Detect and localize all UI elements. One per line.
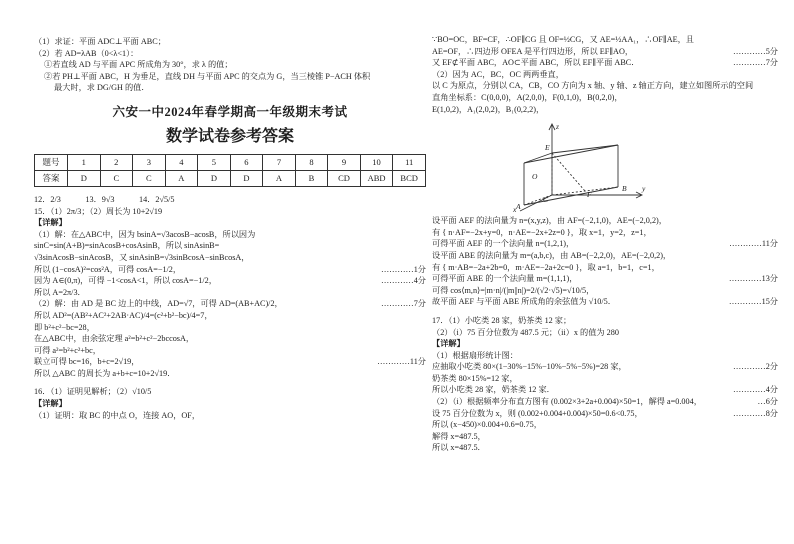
table-cell-text: 8: [309, 157, 314, 168]
text-line-text: 解得 x=487.5，: [432, 431, 486, 441]
text-line: [432, 92, 778, 104]
text-line: [432, 350, 778, 362]
table-cell: [35, 170, 68, 186]
score-marker: …………8分: [732, 408, 778, 418]
text-line: [432, 80, 778, 92]
text-line: [432, 227, 778, 239]
text-line: [34, 252, 426, 264]
table-cell: [393, 170, 426, 186]
exam-title: 六安一中2024年春学期高一年级期末考试: [112, 104, 348, 119]
text-line: [432, 46, 778, 58]
text-line-text: 故平面 AEF 与平面 ABE 所成角的余弦值为 √10/5．: [432, 297, 616, 307]
text-line: [432, 104, 778, 116]
text-line: [34, 275, 426, 287]
text-line: [432, 250, 778, 262]
figure-label-z: z: [556, 122, 559, 132]
text-line: [432, 361, 778, 373]
score-marker: …………7分: [732, 58, 778, 68]
table-cell: [230, 170, 263, 186]
text-line-text: 可得 cos⟨m,n⟩=|m·n|/(|m||n|)=2/(√2·√5)=√10/5，: [432, 285, 595, 295]
table-cell: [68, 154, 101, 170]
table-cell: [198, 154, 231, 170]
text-line: [432, 215, 778, 227]
table-cell-text: A: [275, 173, 283, 184]
text-line-text: 直角坐标系：C(0,0,0)，A(2,0,0)，F(0,1,0)，B(0,2,0)，: [432, 92, 623, 102]
table-cell: [263, 170, 296, 186]
table-cell-text: A: [178, 173, 185, 184]
text-line-text: （1）证明：取 BC 的中点 O，连接 AO，OF，: [34, 410, 201, 420]
text-line: [432, 327, 778, 339]
table-cell-text: D: [243, 173, 250, 184]
text-line-text: 因为 A∈(0,π)，可得 −1<cosA<1，所以 cosA=−1/2，: [34, 276, 217, 286]
table-cell-text: D: [80, 173, 87, 184]
table-cell-text: 答案: [42, 173, 60, 184]
text-line: [34, 240, 426, 252]
score-marker: …6分: [757, 397, 778, 407]
geometry-figure: [492, 117, 778, 213]
text-line: [432, 34, 778, 46]
score-marker: …………13分: [728, 274, 778, 284]
table-cell-text: 9: [341, 157, 347, 168]
answer-table-answers-row: [35, 170, 426, 186]
score-marker: …………11分: [729, 239, 778, 249]
table-cell-text: 5: [211, 157, 217, 168]
geometry-figure-svg: [492, 117, 652, 213]
text-line: [432, 338, 778, 350]
text-line-text: 又 EF⊄平面 ABC，AO⊂平面 ABC，所以 EF∥平面 ABC．: [432, 58, 640, 68]
table-cell-text: 2: [114, 157, 119, 168]
text-line: [432, 262, 778, 274]
edge-top-ab: [524, 145, 618, 163]
text-line-text: 可得 a²=b²+c²+bc，: [34, 345, 101, 355]
text-line: [34, 264, 426, 276]
text-line: [432, 408, 778, 420]
table-cell-text: 3: [146, 157, 151, 168]
table-cell: [328, 154, 361, 170]
text-line-text: 所以 AD²=(AB²+AC²+2AB·AC)/4=(c²+b²−bc)/4=7，: [34, 310, 213, 320]
text-line-text: 设平面 ABE 的法向量为 m=(a,b,c)，由 AB=(−2,2,0)，AE=(−2,0,2)，: [432, 250, 672, 260]
figure-label-o: O: [532, 172, 538, 182]
text-line-text: 可得平面 AEF 的一个法向量 n=(1,2,1)，: [432, 239, 575, 249]
text-line-text: 所以 △ABC 的周长为 a+b+c=10+2√19．: [34, 368, 176, 378]
text-line-text: 即 b²+c²−bc=28，: [34, 322, 95, 332]
table-cell-text: ABD: [367, 173, 386, 184]
text-line-text: 【详解】: [34, 218, 67, 228]
figure-label-e: E: [545, 143, 550, 153]
score-marker: …………11分: [377, 357, 426, 367]
score-marker: …………7分: [380, 299, 426, 309]
table-cell: [165, 154, 198, 170]
text-line-text: ∵BO=OC，BF=CF，∴OF∥CG 且 OF=½CG，又 AE=½AA₁，∴OF∥AE，且: [432, 35, 694, 44]
table-cell-text: 10: [372, 157, 381, 168]
figure-label-c: C: [543, 195, 549, 205]
score-marker: …………15分: [728, 297, 778, 307]
answer-table-header-row: [35, 154, 426, 170]
text-line: [34, 386, 426, 398]
text-line-text: （1）求证：平面 ADC⊥平面 ABC；: [34, 37, 166, 46]
text-line: [34, 82, 426, 94]
text-line: [432, 431, 778, 443]
text-line: [432, 273, 778, 285]
table-cell: [230, 154, 263, 170]
right-solution-lines-top: [432, 34, 778, 115]
table-cell-text: 4: [179, 157, 184, 168]
text-line-text: 应抽取小吃类 80×(1−30%−15%−10%−5%−5%)=28 家，: [432, 362, 627, 372]
text-line: [34, 356, 426, 368]
question-stem-lines: [34, 36, 426, 94]
text-line: [34, 398, 426, 410]
table-cell: [295, 154, 328, 170]
text-line: [34, 368, 426, 380]
text-line: [432, 373, 778, 385]
figure-label-a: A: [516, 202, 521, 212]
text-line-text: （2）（i）根据频率分布直方图有 (0.002×3+2a+0.004)×50=1，解得 a=0.004，: [432, 397, 702, 407]
text-line: [34, 333, 426, 345]
text-line: [34, 59, 426, 71]
table-cell: [360, 154, 393, 170]
table-cell: [100, 170, 133, 186]
text-line-text: 16．（1）证明见解析；（2）√10/5: [34, 387, 152, 397]
table-cell: [35, 154, 68, 170]
left-solution-lines: [34, 194, 426, 421]
score-marker: …………1分: [380, 264, 426, 274]
text-line: [432, 384, 778, 396]
text-line: [432, 296, 778, 308]
right-column: [432, 34, 778, 454]
score-marker: …………4分: [732, 385, 778, 395]
text-line-text: 17．（1）小吃类 28 家，奶茶类 12 家；: [432, 315, 572, 325]
table-cell: [68, 170, 101, 186]
text-line-text: 【详解】: [34, 399, 67, 409]
table-cell-text: BCD: [400, 173, 418, 184]
text-line: [34, 287, 426, 299]
edge-ef-hidden: [552, 153, 585, 191]
table-cell-text: 题号: [42, 157, 60, 168]
table-cell-text: D: [210, 173, 217, 184]
text-line: [34, 410, 426, 422]
text-line: [34, 322, 426, 334]
text-line-text: 可得平面 ABE 的一个法向量 m=(1,1,1)，: [432, 274, 578, 284]
table-cell: [165, 170, 198, 186]
text-line-text: ②若 PH⊥平面 ABC，H 为垂足，直线 DH 与平面 APC 的交点为 G，当三棱锥 P−ACH 体积: [44, 71, 371, 81]
text-line-text: ①若直线 AD 与平面 APC 所成角为 30°，求 λ 的值；: [44, 60, 233, 70]
edge-top-eb: [552, 145, 618, 153]
table-cell-text: B: [308, 173, 315, 184]
text-line-text: 最大时，求 DG/GH 的值．: [54, 83, 150, 93]
text-line: [432, 285, 778, 297]
text-line-text: 12．2/3 13．9√3 14．2√5/5: [34, 194, 175, 204]
table-cell-text: 7: [276, 157, 282, 168]
table-cell-text: 1: [81, 157, 86, 168]
text-line: [34, 217, 426, 229]
score-marker: …………4分: [380, 276, 426, 286]
text-line-text: （1）根据扇形统计图：: [432, 350, 518, 360]
score-marker: …………2分: [732, 362, 778, 372]
table-cell-text: C: [113, 173, 120, 184]
left-column: [34, 36, 426, 421]
text-line-text: 所以 (x−450)×0.004+0.6=0.75，: [432, 420, 542, 430]
text-line: [432, 57, 778, 69]
text-line: [432, 69, 778, 81]
table-cell-text: C: [145, 173, 152, 184]
text-line: [34, 310, 426, 322]
text-line-text: 【详解】: [432, 339, 465, 349]
table-cell: [133, 154, 166, 170]
figure-label-x: x: [513, 205, 517, 214]
edge-ab: [524, 187, 618, 205]
table-cell: [393, 154, 426, 170]
text-line-text: （2）若 AD=λAB（0<λ<1）：: [34, 48, 139, 58]
figure-label-y: y: [642, 184, 646, 194]
table-cell: [133, 170, 166, 186]
table-cell-text: CD: [338, 173, 350, 184]
text-line-text: 联立可得 bc=16，b+c=2√19，: [34, 357, 140, 367]
text-line-text: （2）（i）75 百分位数为 487.5 元；（ii）x 的值为 280: [432, 327, 619, 337]
table-cell: [198, 170, 231, 186]
text-line-text: AE=OF，∴四边形 OFEA 是平行四边形，所以 EF∥AO，: [432, 46, 634, 56]
text-line: [34, 48, 426, 60]
text-line: [34, 36, 426, 48]
table-cell: [328, 170, 361, 186]
text-line: [34, 194, 426, 206]
table-cell: [100, 154, 133, 170]
text-line-text: （2）因为 AC，BC，OC 两两垂直，: [432, 69, 564, 79]
text-line-text: sinC=sin(A+B)=sinAcosB+cosAsinB，所以 sinAsinB=: [34, 241, 220, 251]
table-cell-text: 6: [244, 157, 249, 168]
table-cell: [360, 170, 393, 186]
text-line-text: 所以 A=2π/3．: [34, 287, 86, 297]
text-line-text: （1）解：在△ABC中，因为 bsinA=√3acosB−acosB，所以因为: [34, 229, 256, 239]
answer-table: [34, 154, 426, 187]
figure-label-b: B: [622, 184, 627, 194]
right-solution-lines-bottom: [432, 215, 778, 454]
text-line: [34, 206, 426, 218]
text-line-text: 以 C 为原点，分别以 CA，CB，CO 方向为 x 轴、y 轴、z 轴正方向，建立如图所示的空间: [432, 81, 754, 91]
text-line-text: 有 { m·AB=−2a+2b=0，m·AE=−2a+2c=0 }，取 a=1，b=1，c=1，: [432, 262, 660, 272]
table-cell: [295, 170, 328, 186]
text-line: [432, 315, 778, 327]
text-line: [432, 419, 778, 431]
text-line: [432, 238, 778, 250]
text-line-text: （2）解：由 AD 是 BC 边上的中线，AD=√7，可得 AD=(AB+AC)/2，: [34, 299, 283, 309]
table-cell-text: 11: [405, 157, 414, 168]
figure-label-f: F: [587, 190, 592, 200]
text-line: [432, 442, 778, 454]
text-line: [34, 229, 426, 241]
text-line-text: 所以 (1−cosA)²=cos²A，可得 cosA=−1/2，: [34, 264, 182, 274]
text-line: [34, 345, 426, 357]
page-title: 数学试卷参考答案: [165, 127, 294, 145]
text-line-text: E(1,0,2)，A₁(2,0,2)，B₁(0,2,2)，: [432, 104, 545, 114]
score-marker: …………5分: [732, 46, 778, 56]
text-line: [34, 298, 426, 310]
text-line-text: 在△ABC中，由余弦定理 a²=b²+c²−2bccosA，: [34, 334, 195, 344]
text-line: [432, 396, 778, 408]
text-line-text: 15．（1）2π/3；（2）周长为 10+2√19: [34, 206, 163, 216]
text-line-text: 所以小吃类 28 家，奶茶类 12 家．: [432, 385, 555, 395]
text-line-text: 设平面 AEF 的法向量为 n=(x,y,z)，由 AF=(−2,1,0)，AE=(−2,0,2)，: [432, 216, 667, 226]
text-line-text: √3sinAcosB−sinAcosB，又 sinAsinB=√3sinBcosA−sinBcosA，: [34, 252, 250, 262]
text-line-text: 奶茶类 80×15%=12 家，: [432, 373, 518, 383]
text-line-text: 有 { n·AF=−2x+y=0，n·AE=−2x+2z=0 }，取 x=1，y=2，z=1，: [432, 227, 652, 237]
text-line: [34, 71, 426, 83]
text-line-text: 设 75 百分位数为 x，则 (0.002+0.004+0.004)×50=0.6<0.75，: [432, 408, 643, 418]
table-cell: [263, 154, 296, 170]
text-line-text: 所以 x=487.5．: [432, 443, 486, 453]
